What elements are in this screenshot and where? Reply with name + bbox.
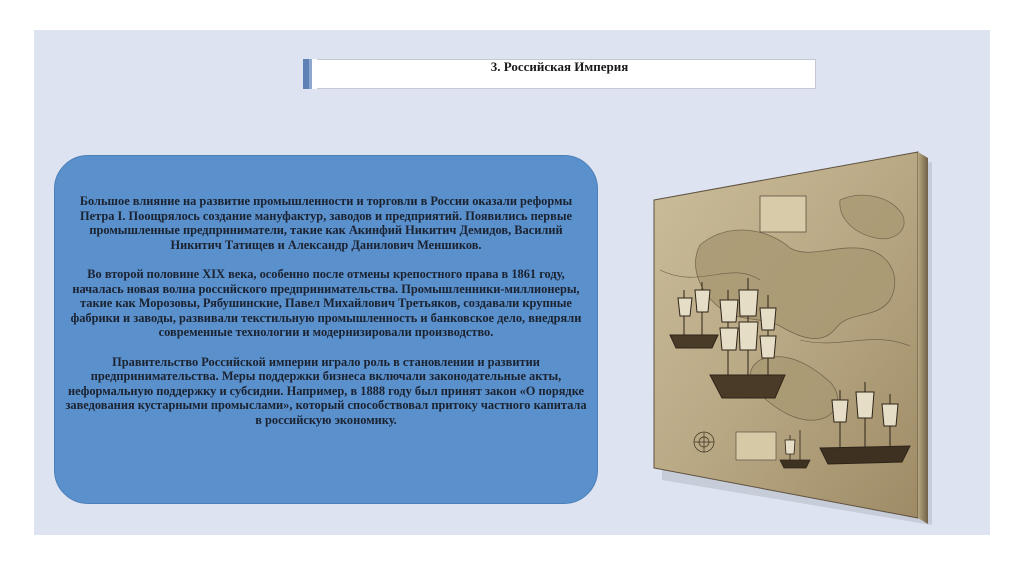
compass-rose-icon — [694, 432, 714, 452]
slide-title: 3. Российская Империя — [490, 59, 629, 74]
antique-map-with-sailing-ships-image — [640, 150, 940, 530]
text-content — [64, 194, 588, 442]
paragraph-government-support: Правительство Российской империи играло роль в становлении и развитии предпринимательства. Меры поддержки бизнеса включали законодательные акты, неформальную поддержку и субсидии. Например, в 1888 году был принят закон «О порядке заведования кустарными промыслами», который способствовал притоку частного капитала в российскую экономику. — [65, 354, 587, 427]
paragraph-peter-reforms: Большое влияние на развитие промышленности и торговли в России оказали реформы Петра I. Поощрялось создание мануфактур, заводов и предприятий. Появились первые промышленные предприниматели, такие как Акинфий Никитич Демидов, Василий Никитич Татищев и Александр Данилович Меншиков. — [79, 194, 573, 252]
paragraph-nineteenth-century: Во второй половине XIX века, особенно после отмены крепостного права в 1861 году, началась новая волна российского предпринимательства. Промышленники-миллионеры, такие как Морозовы, Рябушинские, Павел Михайлович Третьяков, создавали крупные фабрики и заводы, развивали текстильную промышленность и банковское дело, внедряли современные технологии и модернизировали производство. — [70, 266, 582, 340]
